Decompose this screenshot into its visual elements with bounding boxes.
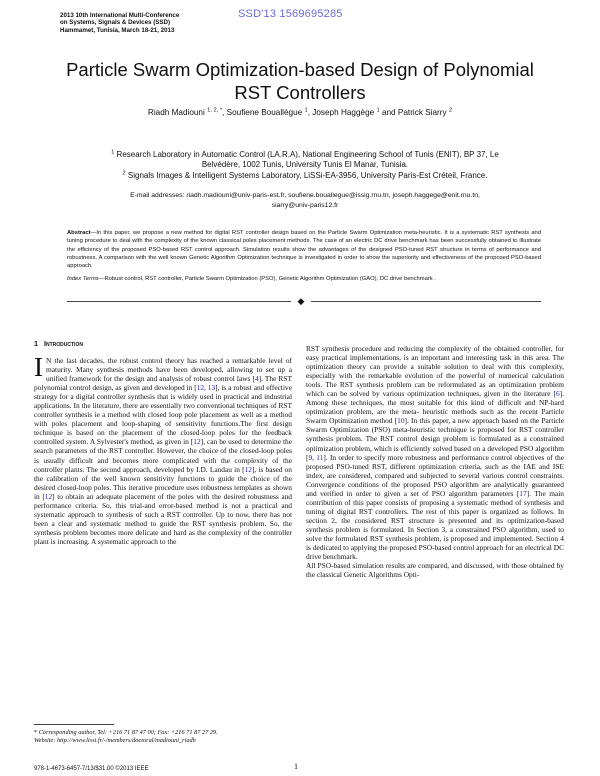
affiliation-line: Belvédère, 1002 Tunis, University Tunis El Manar, Tunisia.: [201, 160, 409, 170]
diamond-icon: ◆: [297, 296, 305, 306]
separator-line: [67, 301, 291, 302]
author-list: Riadh Madiouni $^{1, 2, *}$, Soufiene Bouallègue $^1$, Joseph Haggège $^1$ and Patrick Siarry $^2$: [147, 107, 453, 117]
footnote-line: * Corresponding author, Tel: +216 71 87 47 00; Fax: +216 71 87 27 29.: [34, 729, 218, 736]
author-name: Soufiene Bouallègue: [226, 108, 303, 117]
citation-link[interactable]: 6: [555, 389, 560, 399]
citation-link[interactable]: 12: [44, 491, 53, 501]
author-conjunction: and: [381, 108, 396, 117]
citation-link[interactable]: 12: [244, 464, 252, 474]
conference-line: Hammamet, Tunisia, March 18-21, 2013: [60, 26, 175, 34]
footnote: [34, 729, 292, 745]
submission-stamp: SSD'13 1569695285: [238, 8, 343, 20]
conference-line: 2013 10th International Multi-Conference: [60, 12, 180, 19]
footnote-rule: [34, 724, 114, 725]
citation-link[interactable]: 17: [519, 488, 527, 498]
section-separator: [67, 296, 541, 306]
drop-cap: I: [34, 352, 43, 382]
citation-link[interactable]: 10: [397, 416, 405, 426]
email-addresses: [60, 191, 550, 211]
author-affiliation-mark: 2: [448, 107, 453, 114]
author-name: Joseph Haggège: [312, 108, 375, 117]
footnote-mark: *: [34, 729, 38, 736]
index-terms-label: Index Terms: [67, 276, 99, 282]
affiliation-line: $^1$ Research Laboratory in Automatic Control (LA.R.A), National Engineering School of Tunis (ENIT), BP 37, Le: [111, 149, 499, 159]
citation-link[interactable]: 13: [207, 383, 216, 393]
citation-link[interactable]: 9: [308, 452, 313, 462]
page-number: 1: [294, 762, 298, 771]
citation-link[interactable]: 12: [193, 437, 201, 447]
author-name: Riadh Madiouni: [147, 108, 205, 117]
affiliations: [60, 150, 550, 181]
conference-line: on Systems, Signals & Devices (SSD): [60, 19, 171, 27]
right-column: [306, 344, 564, 579]
author-affiliation-mark: 1: [304, 107, 308, 114]
title-line: RST Controllers: [234, 82, 366, 103]
citation-link[interactable]: 11: [316, 452, 324, 462]
section-title: Introduction: [44, 339, 83, 348]
body-paragraph: RST synthesis procedure and reducing the complexity of the obtained controller, for easy practical implementations, is an important and interesting task in this area. The optimization theory can provide a suitable solution to deal with this complexity, especially with the remarkable evolution of the powerful of numerical calculation tools. The RST synthesis problem can be reformulated as an optimization problem which can be solved by various optimization techniques, given in the literature [6]. Among these techniques, the most suitable for this kind of difficult and NP-hard optimization problem, are the meta- heuristic methods such as the recent Particle Swarm Optimization method [10]. In this paper, a new approach based on the Particle Swarm Optimization (PSO) meta-heuristic technique is proposed for RST controller synthesis problem. The RST control design problem is formulated as a constrained optimization problem, which is efficiently solved based on a developed PSO algorithm [9, 11]. In order to specify more robustness and performance control objectives of the proposed PSO-tuned RST, different optimization criteria, such as the IAE and ISE index, are considered, compared and subjected to several various control constraints. Convergence conditions of the proposed PSO algorithm are analytically guaranteed and verified in order to given a set of PSO algorithm parameters [17]. The main contribution of this paper consists of proposing a systematic method of synthesis and tuning of digital RST controllers. The rest of this paper is organized as follows. In section 2, the considered RST structure is presented and its optimization-based synthesis problem is formulated. In Section 3, a constrained PSO algorithm, used to solve the formulated RST synthesis problem, is proposed and implemented. Section 4 is dedicated to applying the proposed PSO-based control approach for an electrical DC drive benchmark.: [306, 344, 564, 562]
email-line: siarry@univ-paris12.fr: [271, 202, 339, 209]
conference-header: [60, 12, 230, 34]
abstract-label: Abstract: [67, 230, 91, 236]
author-affiliation-mark: 1, 2, *: [207, 107, 223, 114]
index-terms-text: —Robust control, RST controller, Particle Swarm Optimization (PSO), Genetic Algorithm Optimization (GAO), DC drive benchmark .: [98, 276, 436, 282]
email-line: E-mail addresses: riadh.madiouni@univ-paris-est.fr, soufiene.bouallegue@issig.rnu.tn, joseph.haggege@enit.rnu.tn,: [130, 192, 480, 199]
abstract-text: —In this paper, we propose a new method for digital RST controller design based on the Particle Swarm Optimization meta-heuristic. It is a systematic RST synthesis and tuning procedure to deal with the complexity of the known classical poles placement methods. The case of an electric DC drive benchmark has been successfully obtained to illustrate the efficiency of the proposed PSO-based RST control approach. Simulation results show the advantages of the designed PSO-tuned RST structure in terms of performance and robustness. A comparison with the well known Genetic Algorithm Optimization technique is investigated in order to show the superiority and effectiveness of the proposed PSO-based approach.: [67, 230, 541, 270]
paper-title: [40, 58, 560, 104]
citation-link[interactable]: 4: [254, 374, 259, 384]
abstract: [67, 229, 541, 270]
citation-link[interactable]: 12: [196, 383, 205, 393]
title-line: Particle Swarm Optimization-based Design of Polynomial: [66, 59, 534, 80]
separator-line: [311, 301, 541, 302]
body-paragraph: All PSO-based simulation results are compared, and discussed, with those obtained by the classical Genetic Algorithms Opti-: [306, 561, 564, 580]
section-number: 1: [34, 339, 38, 348]
footnote-line: Website: http://www.lissi.fr/-/members/doctoral/madiouni_riadh: [34, 737, 196, 744]
index-terms: [67, 275, 541, 283]
author-affiliation-mark: 1: [376, 107, 380, 114]
left-column: [34, 352, 292, 546]
intro-paragraph: I N the last decades, the robust control theory has reached a remarkable level of maturity. Many synthesis methods have been developed, allowing to set up a unified framework for the design and analysis of robust control laws [4]. The RST polynomial control design, as given and developed in [12, 13], is a robust and effective strategy for a digital controller synthesis that is widely used in practical and industrial applications. In the literature, there are essentially two conventional techniques of RST controller synthesis ie a method with closed loop pole placement as well as a method with poles placement and loop-shaping of sensitivity functions.The first design technique is based on the placement of the closed-loop poles for the feedback controlled system. A Sylvester's method, as given in [12], can be used to determine the search parameters of the RST controller. However, the choice of the closed-loop poles is usually difficult and becomes more complicated with the complexity of the controller plants. The second approach, developed by I.D. Landau in [12], is based on the calibration of the well known sensitivity functions to guide the choice of the desired closed-loop poles. This iterative procedure uses robustness templates as shown in [12] to obtain an adequate placement of the poles with the desired robustness and performance criteria. So, this trial-and error-based method is not a practical and systematic approach to synthesis of such a RST controller. Up to now, there has not been a clear and systematic method to guide the RST synthesis problem. So, the synthesis problem becomes more delicate and hard as the complexity of the controller plant is increasing. A systematic approach to the: [34, 352, 292, 546]
isbn-copyright: 978-1-4673-6457-7/13/$31.00 ©2013 IEEE: [34, 766, 149, 772]
section-heading: [34, 339, 83, 348]
affiliation-line: $^2$ Signals Images & Intelligent Systems Laboratory, LiSSi-EA-3956, University Paris-Est Créteil, France.: [122, 169, 488, 180]
author-name: Patrick Siarry: [397, 108, 447, 117]
